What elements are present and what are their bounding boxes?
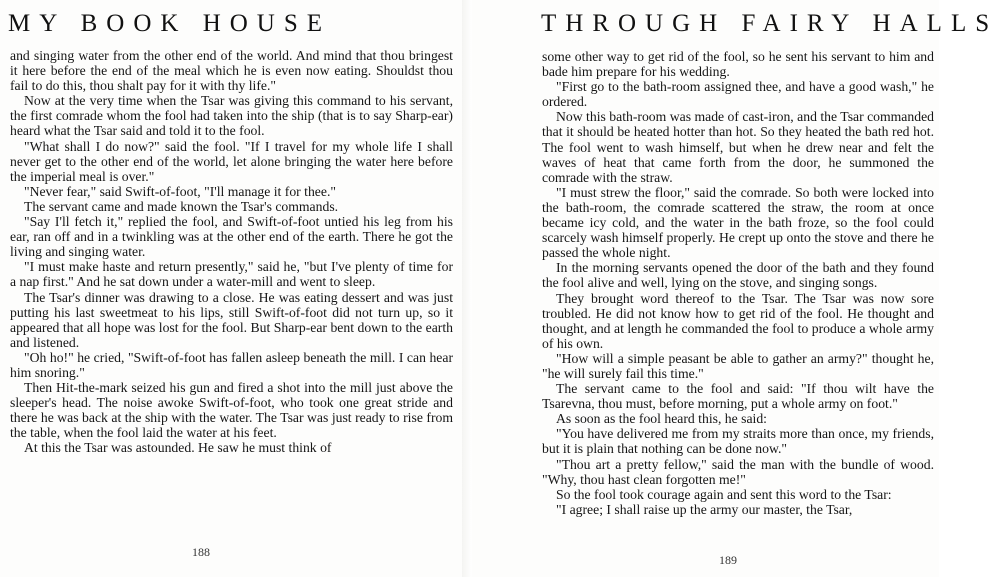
paragraph: They brought word thereof to the Tsar. The Tsar was now sore troubled. He did not know how to get rid of the fool. He thought and thought, and at length he commanded the fool to produce a whole army of his own. — [542, 290, 934, 351]
paragraph: "I must strew the floor," said the comrade. So both were locked into the bath-room, the comrade scattered the straw, the room at once became icy cold, and the water in the bath froze, so the fool could scarcely wash himself properly. He crept up onto the stove and there he passed the whole night. — [542, 184, 934, 261]
paragraph: "First go to the bath-room assigned thee, and have a good wash," he ordered. — [542, 79, 934, 110]
paragraph: "How will a simple peasant be able to gather an army?" thought he, "he will surely fail this time." — [542, 350, 934, 381]
paragraph: "Oh ho!" he cried, "Swift-of-foot has fallen asleep beneath the mill. I can hear him snoring." — [10, 349, 453, 380]
paragraph: Then Hit-the-mark seized his gun and fired a shot into the mill just above the sleeper's head. The noise awoke Swift-of-foot, who took one great stride and there he was back at the ship with the water. The Tsar was just ready to rise from the table, when the fool laid the water at his feet. — [10, 380, 453, 441]
paragraph: The Tsar's dinner was drawing to a close. He was eating dessert and was just putting his last sweetmeat to his lips, still Swift-of-foot did not turn up, so it appeared that all hope was lost for the fool. But Sharp-ear bent down to the earth and listened. — [10, 289, 453, 350]
running-head-right: THROUGH FAIRY HALLS — [541, 10, 998, 37]
paragraph: and singing water from the other end of the world. And mind that thou bringest it here before the end of the meal which he is even now eating. Shouldst thou fail to do this, thou shalt pay for it with thy life." — [10, 48, 453, 94]
running-head-left: MY BOOK HOUSE — [8, 10, 332, 37]
paragraph: some other way to get rid of the fool, so he sent his servant to him and bade him prepare for his wedding. — [542, 49, 934, 80]
paragraph: In the morning servants opened the door of the bath and they found the fool alive and well, lying on the stove, and singing songs. — [542, 260, 934, 291]
paragraph: "You have delivered me from my straits more than once, my friends, but it is plain that nothing can be done now." — [542, 426, 934, 457]
right-page — [472, 0, 998, 577]
paragraph: "What shall I do now?" said the fool. "If I travel for my whole life I shall never get to the other end of the world, let alone bringing the water here before the imperial meal is over." — [10, 138, 453, 184]
paragraph: Now this bath-room was made of cast-iron, and the Tsar commanded that it should be heated hotter than hot. So they heated the bath red hot. The fool went to wash himself, but when he drew near and felt the waves of heat that came forth from the door, he summoned the comrade with the straw. — [542, 109, 934, 185]
paragraph: The servant came to the fool and said: "If thou wilt have the Tsarevna, thou must, before morning, put a whole army on foot." — [542, 381, 934, 412]
paragraph: Now at the very time when the Tsar was giving this command to his servant, the first comrade whom the fool had taken into the ship (that is to say Sharp-ear) heard what the Tsar said and told it to the fool. — [10, 93, 453, 139]
paragraph: "Thou art a pretty fellow," said the man with the bundle of wood. "Why, thou hast clean forgotten me!" — [542, 456, 934, 487]
paragraph: So the fool took courage again and sent this word to the Tsar: — [556, 486, 892, 502]
left-page-body — [10, 48, 453, 456]
book-gutter — [462, 0, 472, 577]
paragraph: The servant came and made known the Tsar's commands. — [24, 198, 339, 214]
paragraph: "I must make haste and return presently," said he, "but I've plenty of time for a nap first." And he sat down under a water-mill and went to sleep. — [10, 259, 453, 290]
paragraph: "I agree; I shall raise up the army our master, the Tsar, — [556, 501, 853, 517]
paragraph: As soon as the fool heard this, he said: — [556, 411, 767, 427]
paragraph: "Say I'll fetch it," replied the fool, and Swift-of-foot untied his leg from his ear, ran off and in a twinkling was at the other end of the earth. There he got the living and singing water. — [10, 214, 453, 260]
right-page-body — [542, 49, 934, 517]
left-page — [0, 0, 462, 577]
page-number-right: 189 — [719, 553, 737, 567]
paragraph: At this the Tsar was astounded. He saw he must think of — [24, 440, 332, 456]
page-number-left: 188 — [192, 545, 210, 559]
paragraph: "Never fear," said Swift-of-foot, "I'll manage it for thee." — [24, 183, 336, 199]
